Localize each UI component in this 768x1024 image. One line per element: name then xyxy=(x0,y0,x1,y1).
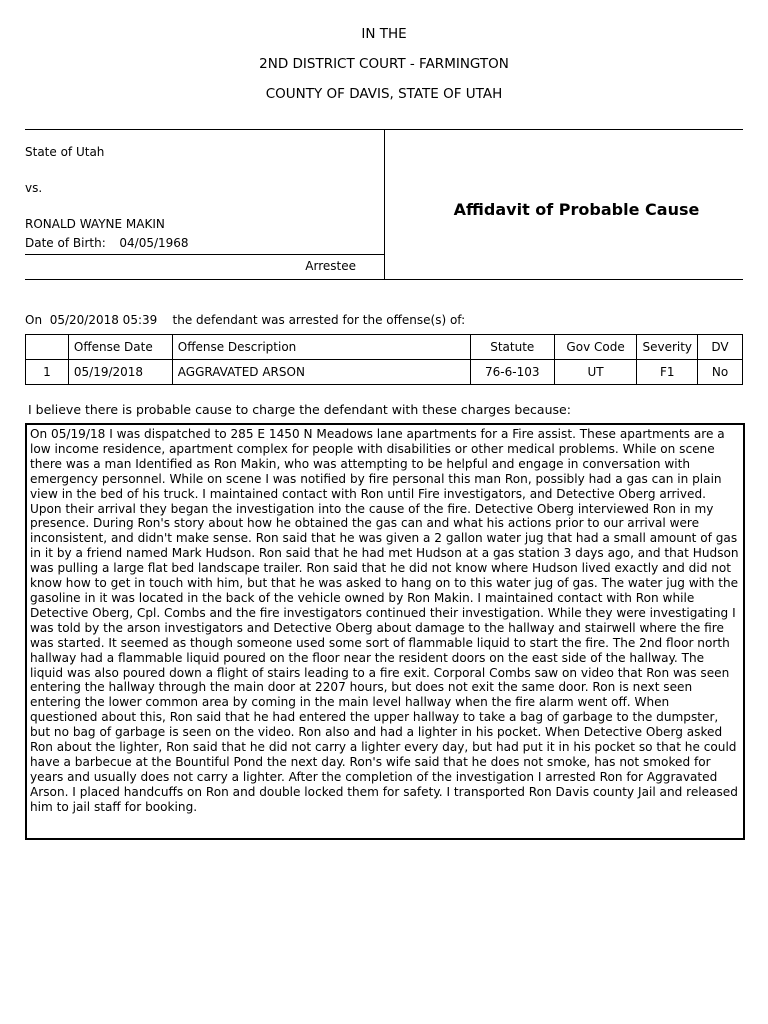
document-title: Affidavit of Probable Cause xyxy=(453,200,700,219)
caption-parties xyxy=(25,130,385,279)
date-of-birth xyxy=(25,235,189,251)
court-header xyxy=(0,24,768,114)
column-header-statute: Statute xyxy=(470,335,554,360)
offense-index: 1 xyxy=(26,360,69,385)
arrestee-label: Arrestee xyxy=(305,259,356,273)
defendant-name: RONALD WAYNE MAKIN xyxy=(25,217,165,231)
arrestee-divider xyxy=(25,254,384,255)
case-caption xyxy=(25,129,743,280)
column-header-offense-description: Offense Description xyxy=(172,335,470,360)
plaintiff-name: State of Utah xyxy=(25,145,105,159)
offense-statute: 76-6-103 xyxy=(470,360,554,385)
probable-cause-narrative: On 05/19/18 I was dispatched to 285 E 1450 N Meadows lane apartments for a Fire assist. These apartments are a low income residence, apartment complex for people with disabilities or other medical problems. While on scene there was a man Identified as Ron Makin, who was attempting to be helpful and engage in conversation with emergency personnel. While on scene I was notified by fire personal this man Ron, possibly had a gas can in plain view in the bed of his truck. I maintained contact with Ron until Fire investigators, and Detective Oberg arrived. Upon their arrival they began the investigation into the cause of the fire. Detective Oberg interviewed Ron in my presence. During Ron's story about how he obtained the gas can and what his actions prior to our arrival were inconsistent, and didn't make sense. Ron said that he was given a 2 gallon water jug that had a small amount of gas in it by a friend named Mark Hudson. Ron said that he had met Hudson at a gas station 3 days ago, and that Hudson was pulling a large flat bed landscape trailer. Ron said that he did not know where Hudson lived exactly and did not know how to get in touch with him, but that he was asked to hang on to this water jug of gas. The water jug with the gasoline in it was located in the back of the vehicle owned by Ron Makin. I maintained contact with Ron while Detective Oberg, Cpl. Combs and the fire investigators continued their investigation. While they were investigating I was told by the arson investigators and Detective Oberg about damage to the hallway and stairwell where the fire was started. It seemed as though someone used some sort of flammable liquid to start the fire. The 2nd floor north hallway had a flammable liquid poured on the floor near the resident doors on the east side of the hallway. The liquid was also poured down a flight of stairs leading to a fire exit. Corporal Combs saw on video that Ron was seen entering the hallway through the main door at 2207 hours, but does not exit the same door. Ron is next seen entering the lower common area by coming in the main level hallway when the fire alarm went off. When questioned about this, Ron said that he had entered the upper hallway to take a bag of garbage to the dumpster, but no bag of garbage is seen on the video. Ron also and had a lighter in his pocket. When Detective Oberg asked Ron about the lighter, Ron said that he did not carry a lighter every day, but had put it in his pocket so that he could have a barbecue at the Bountiful Pond the next day. Ron's wife said that he does not smoke, has not smoked for years and usually does not carry a lighter. After the completion of the investigation I arrested Ron for Aggravated Arson. I placed handcuffs on Ron and double locked them for safety. I transported Ron Davis county Jail and released him to jail staff for booking. xyxy=(25,423,745,840)
court-header-line-3: COUNTY OF DAVIS, STATE OF UTAH xyxy=(265,86,503,102)
column-header-dv: DV xyxy=(698,335,743,360)
offense-dv: No xyxy=(698,360,743,385)
arrest-statement xyxy=(25,313,465,327)
offenses-header-row xyxy=(26,335,743,360)
column-header-gov-code: Gov Code xyxy=(554,335,637,360)
column-header-severity: Severity xyxy=(637,335,698,360)
column-header-offense-date: Offense Date xyxy=(68,335,172,360)
arrest-suffix: the defendant was arrested for the offense(s) of: xyxy=(172,313,466,327)
table-row xyxy=(26,360,743,385)
column-header-index xyxy=(26,335,69,360)
offenses-table xyxy=(25,334,743,385)
versus-label: vs. xyxy=(25,181,43,195)
arrest-datetime: 05/20/2018 05:39 xyxy=(49,313,158,327)
court-header-line-1: IN THE xyxy=(361,26,407,42)
offense-date: 05/19/2018 xyxy=(68,360,172,385)
dob-label: Date of Birth: xyxy=(25,236,106,250)
offense-severity: F1 xyxy=(637,360,698,385)
offense-gov-code: UT xyxy=(554,360,637,385)
offense-description: AGGRAVATED ARSON xyxy=(172,360,470,385)
court-header-line-2: 2ND DISTRICT COURT - FARMINGTON xyxy=(259,56,509,72)
dob-value: 04/05/1968 xyxy=(119,236,189,250)
probable-cause-intro: I believe there is probable cause to charge the defendant with these charges because: xyxy=(28,402,571,417)
arrest-prefix: On xyxy=(25,313,43,327)
